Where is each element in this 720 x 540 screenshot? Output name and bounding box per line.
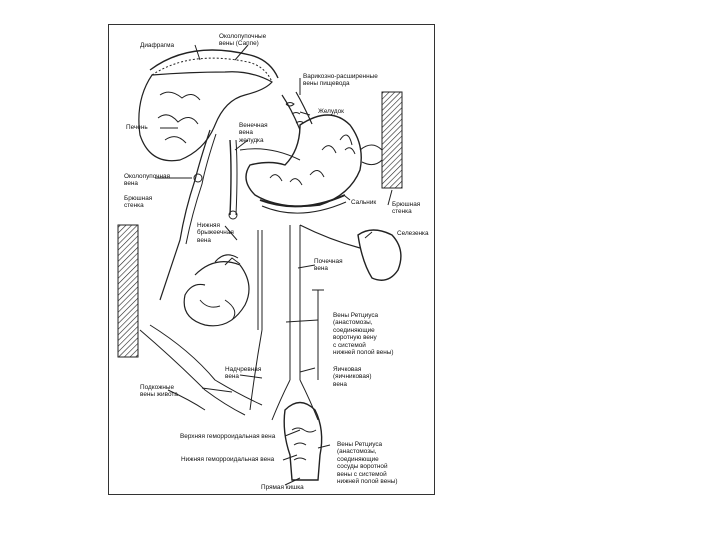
label-inferior-hemorrhoidal: Нижняя геморроидальная вена [181, 456, 275, 463]
label-retzius-veins-bottom: Вены Ретциуса (анастомозы, соединяющие сосуды воротной вены с системой нижней полой вены) [337, 441, 398, 486]
label-abdominal-wall-right: Брюшная стенка [392, 201, 421, 216]
label-rectum: Прямая кишка [261, 484, 304, 491]
label-stomach: Желудок [318, 108, 344, 115]
label-superior-hemorrhoidal: Верхняя геморроидальная вена [180, 433, 276, 440]
figure-frame [108, 24, 435, 495]
label-diaphragm: Диафрагма [140, 42, 175, 49]
label-abdominal-wall-left: Брюшная стенка [124, 195, 153, 210]
label-subcutaneous-veins: Подкожные вены живота [140, 384, 178, 399]
label-spleen: Селезенка [397, 230, 429, 237]
label-gland: Сальник [351, 199, 377, 206]
label-testicular-vein: Яичковая (яичниковая) вена [333, 366, 372, 388]
label-retzius-veins-top: Вены Ретциуса (анастомозы, соединяющие воротную вену с системой нижней полой вены) [333, 312, 394, 357]
label-varicose-esophagus: Варикозно-расширенные вены пищевода [303, 73, 378, 88]
label-epigastric-vein: Надчревная вена [225, 366, 262, 381]
label-paraumbilical-vein: Околопупочная вена [124, 173, 171, 188]
label-liver: Печень [126, 124, 148, 131]
label-paraumbilical-sappey: Околопупочные вены (Саппе) [219, 33, 267, 48]
label-renal-vein: Почечная вена [314, 258, 343, 273]
label-inferior-mesenteric: Нижняя брыжеечная вена [197, 222, 234, 244]
label-gastric-vein: Венечная вена желудка [239, 122, 268, 144]
